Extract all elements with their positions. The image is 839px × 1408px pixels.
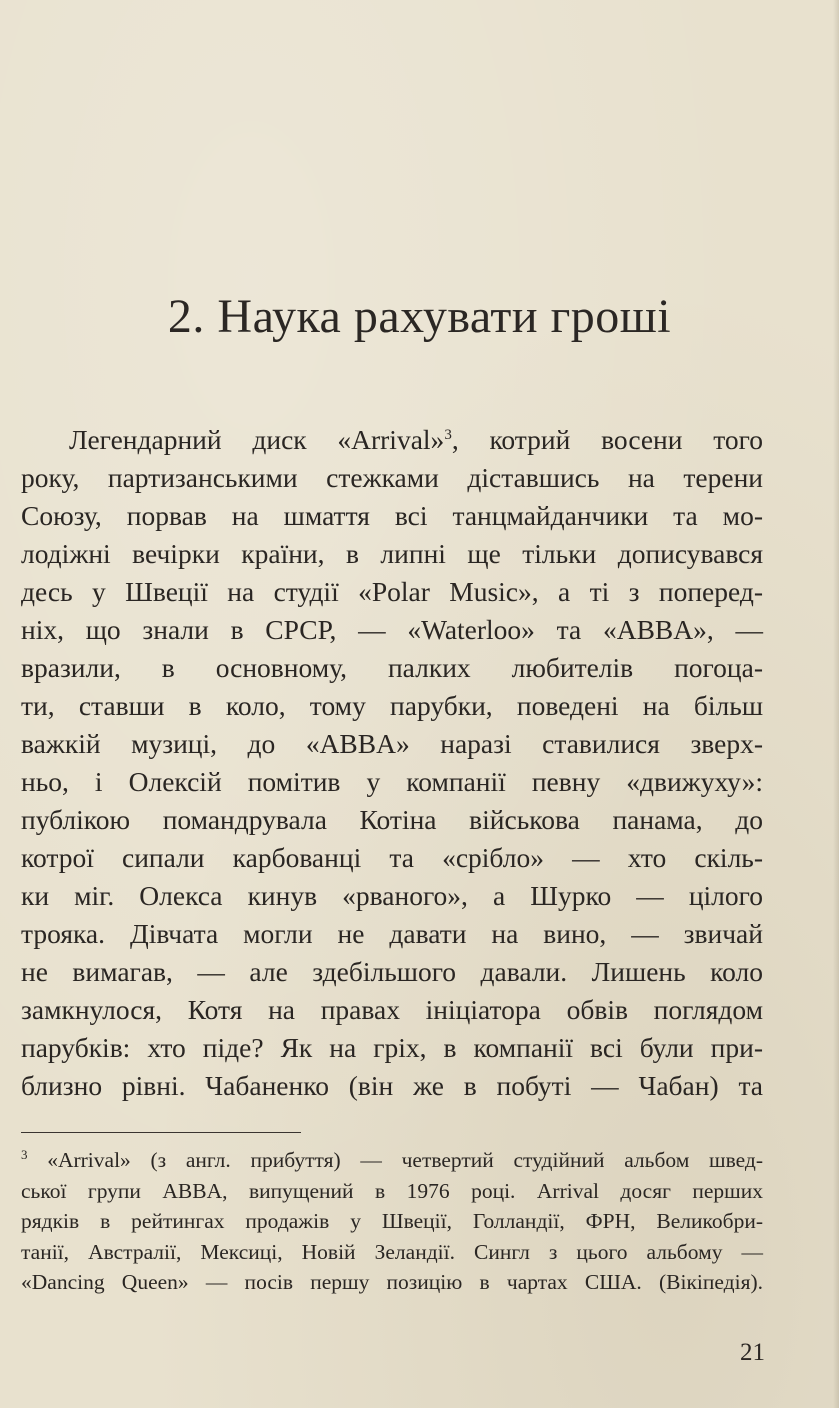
body-line: десь у Швеції на студії «Polar Music», а ті з поперед- [21, 576, 763, 607]
body-paragraph [21, 421, 763, 1105]
body-line: не вимагав, — але здебільшого давали. Лишень коло [21, 956, 763, 987]
body-line: ки міг. Олекса кинув «рваного», а Шурко — цілого [21, 880, 763, 911]
body-line: вразили, в основному, палких любителів погоца- [21, 652, 763, 683]
body-line: ти, ставши в коло, тому парубки, поведені на більш [21, 690, 763, 721]
footnote-line: танії, Австралії, Мексиці, Новій Зеландії. Сингл з цього альбому — [21, 1239, 763, 1264]
body-line-text: , котрий восени того [451, 424, 763, 455]
body-line: лодіжні вечірки країни, в липні ще тільки дописувався [21, 538, 763, 569]
footnote-divider [21, 1132, 301, 1133]
footnote-line [21, 1145, 763, 1176]
body-line: парубків: хто піде? Як на гріх, в компанії всі були при- [21, 1032, 763, 1063]
body-line: близно рівні. Чабаненко (він же в побуті — Чабан) та [21, 1070, 763, 1101]
footnote-line: «Dancing Queen» — посів першу позицію в чартах США. (Вікіпедія). [21, 1270, 763, 1294]
page-edge-shadow [833, 0, 839, 1408]
body-line-text: Легендарний диск «Arrival» [69, 424, 445, 455]
footnote-line-text: «Arrival» (з англ. прибуття) — четвертий студійний альбом швед- [27, 1148, 763, 1172]
footnote-reference: 3 [444, 426, 452, 443]
chapter-title: 2. Наука рахувати гроші [167, 290, 672, 343]
body-line: публікою помандрувала Котіна військова панама, до [21, 804, 763, 835]
footnote-marker: 3 [21, 1146, 28, 1162]
body-line: Союзу, порвав на шмаття всі танцмайданчики та мо- [21, 500, 763, 531]
body-line: ніх, що знали в СРСР, — «Waterloo» та «ABBA», — [21, 614, 763, 645]
page-number: 21 [740, 1339, 765, 1366]
body-line: ньо, і Олексій помітив у компанії певну «движуху»: [21, 766, 763, 797]
body-line: котрої сипали карбованці та «срібло» — хто скіль- [21, 842, 763, 873]
footnote [21, 1145, 763, 1298]
body-line: трояка. Дівчата могли не давати на вино, — звичай [21, 918, 763, 949]
body-line: замкнулося, Котя на правах ініціатора обвів поглядом [21, 994, 763, 1025]
footnote-line: рядків в рейтингах продажів у Швеції, Голландії, ФРН, Великобри- [21, 1209, 763, 1233]
body-line [21, 421, 763, 459]
footnote-line: ської групи ABBA, випущений в 1976 році. Arrival досяг перших [21, 1178, 763, 1203]
body-line: року, партизанськими стежками діставшись на терени [21, 462, 763, 493]
body-line: важкій музиці, до «ABBA» наразі ставилися зверх- [21, 728, 763, 759]
